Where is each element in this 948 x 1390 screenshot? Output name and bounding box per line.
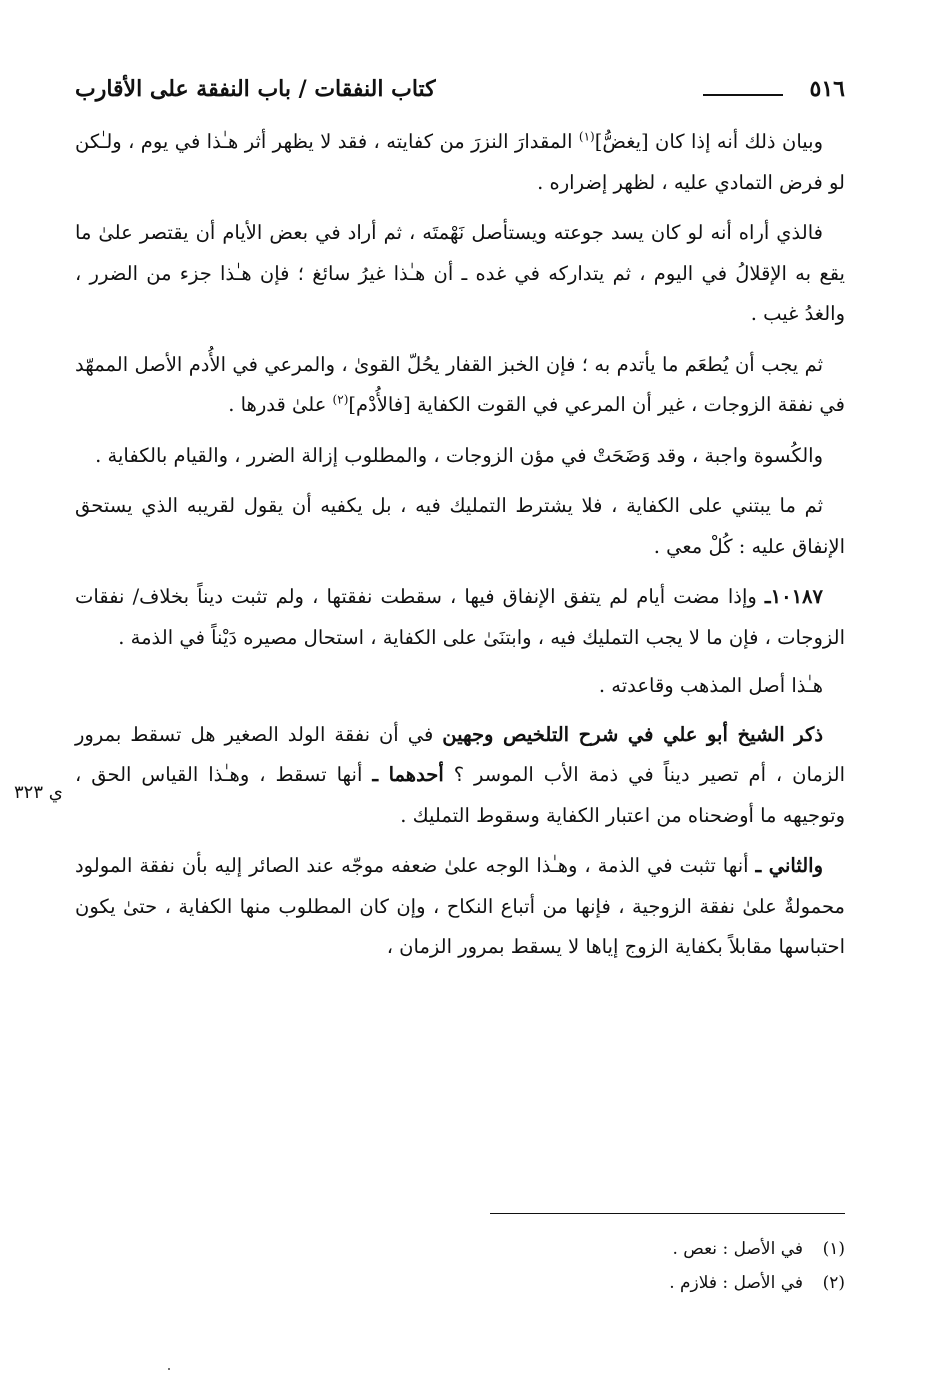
paragraph-8-bold-1: ذكر الشيخ أبو علي في شرح التلخيص وجهين [442,722,824,746]
header-rule [703,94,783,96]
paragraph-7: هـٰذا أصل المذهب وقاعدته . [598,674,823,697]
paragraph-3-text-end: علىٰ قدرها . [228,393,333,416]
margin-page-reference: ي ٣٢٣ [14,782,63,803]
paragraph-9-bold: والثاني ـ [755,854,823,877]
paragraph-6-text: وإذا مضت أيام لم يتفق الإنفاق فيها ، سقطت نفقتها ، ولم تثبت ديناً بخلاف/ نفقات الزوجات ، فإن ما لا يجب التمليك فيه ، وابتنَىٰ على الكفاية ، استحال مصيره دَيْناً في الذمة . [75,585,845,649]
running-header [75,74,845,114]
running-title: كتاب النفقات / باب النفقة على الأقارب [75,76,436,102]
paragraph-9 [75,846,845,968]
footnote-1-text: في الأصل : نعص . [672,1239,803,1259]
footnote-separator [490,1213,845,1214]
paragraph-3-text-start: ثم يجب أن يُطعَم ما يأتدم به ؛ فإن الخبز القفار يحُلّ القوىٰ ، والمرعي في الأُدم الأصل الممهّد في نفقة الزوجات ، غير أن المرعي في القوت الكفاية [فالأُدْم] [75,352,845,416]
footnote-1 [75,1232,845,1266]
footnote-1-number: (١) [822,1239,845,1259]
scan-speck [168,1368,170,1370]
footnote-ref-2[interactable]: (٢) [332,392,349,407]
footnote-ref-1[interactable]: (١) [578,129,595,144]
paragraph-1 [75,122,845,203]
paragraph-2: فالذي أراه أنه لو كان يسد جوعته ويستأصل نَهْمتَه ، ثم أراد في بعض الأيام أن يقتصر علىٰ ما يقع به الإقلالُ في اليوم ، ثم يتداركه في غده ـ أن هـٰذا غيرُ سائغ ؛ فإن هـٰذا جزء من الضرر ، والغدُ غيب . [75,221,845,325]
footnote-2-number: (٢) [822,1273,845,1293]
paragraph-8-text-2: أنها تسقط ، وهـٰذا القياس الحق ، وتوجيهه ما أوضحناه من اعتبار الكفاية وسقوط التمليك . [75,763,845,827]
paragraph-1-text-start: وبيان ذلك أنه إذا كان [يغضُّ] [594,130,823,153]
footnotes [75,1232,845,1300]
paragraph-6 [75,577,845,658]
paragraph-1-text-end: المقدارَ النزرَ من كفايته ، فقد لا يظهر أثر هـٰذا في يوم ، ولـٰكن لو فرض التمادي عليه ، لظهر إضراره . [75,130,845,194]
paragraph-8-bold-2: أحدهما ـ [372,763,444,786]
paragraph-8 [75,715,845,837]
footnote-2-text: في الأصل : فلازم . [669,1273,803,1293]
paragraph-4: والكُسوة واجبة ، وقد وَضَحَتْ في مؤن الزوجات ، والمطلوب إزالة الضرر ، والقيام بالكفاية . [95,443,823,467]
paragraph-3 [75,345,845,426]
paragraph-8-text-1: في أن نفقة الولد الصغير هل تسقط بمرور الزمان ، أم تصير ديناً في ذمة الأب الموسر ؟ [75,722,846,786]
paragraph-5: ثم ما يبتني على الكفاية ، فلا يشترط التمليك فيه ، بل يكفيه أن يقول لقريبه الذي يستحق الإنفاق عليه : كُلْ معي . [75,494,845,558]
footnote-2 [75,1266,845,1300]
page-number: ٥١٦ [809,76,845,102]
issue-number: ١٠١٨٧ـ [764,585,823,608]
body-text [75,122,845,978]
paragraph-9-text: أنها تثبت في الذمة ، وهـٰذا الوجه علىٰ ضعفه موجّه عند الصائر إليه بأن نفقة المولود محمولةٌ علىٰ نفقة الزوجية ، فإنها من أتباع النكاح ، وإن كان المطلوب منها الكفاية ، حتىٰ يكون احتباسها مقابلاً بكفاية الزوج إياها لا يسقط بمرور الزمان ، [75,854,845,958]
